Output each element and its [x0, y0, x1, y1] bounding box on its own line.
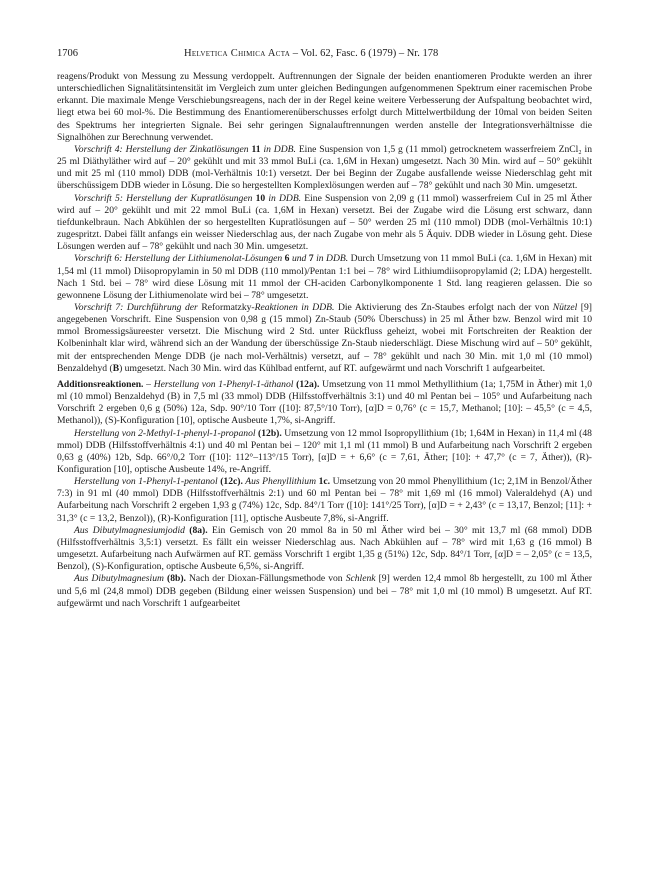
prep-8b — [57, 573, 592, 609]
prep-12a-title: Herstellung von 1-Phenyl-1-äthanol — [153, 378, 294, 390]
addition-reactions-section — [57, 379, 592, 428]
prep-12b-title: Herstellung von 2-Methyl-1-phenyl-1-propanol — [74, 427, 256, 439]
prep-12a-text: Umsetzung von 11 mmol Methyllithium (1a; 1,75M in Äther) mit 1,0 ml (10 mmol) Benzaldehyd (B) in 7,5 ml (33 mmol) DDB (Hilfsstoffverhältnis 3:1) und 40 ml Pentan bei – 105° und Aufarbeitung nach Vorschrift 2 ergeben 0,6 g (50%) 12a, Sdp. 90°/10 Torr ([10]: 87,5°/10 Torr), [α]D = 0,76° (c = 15,7, Methanol; [10]: – 45,5° (c = 4,5, Methanol)), (S)-Konfiguration [10], optische Ausbeute 1,7%, si-Angriff. — [57, 378, 593, 427]
procedure-7-title: Vorschrift 7: Durchführung der — [74, 301, 198, 313]
procedure-5-solvent: in DDB. — [268, 192, 302, 204]
procedure-4-compound: 11 — [251, 143, 261, 155]
prep-12c — [57, 476, 592, 525]
paragraph-continuation: reagens/Produkt von Messung zu Messung verdoppelt. Auftrennungen der Signale der beiden enantiomeren Produkte werden an ihrer unterschiedlichen Signalitätsintensität im Vergleich zum unter gleichen Bedingungen aufgenommenen Spektrum einer racemischen Probe erkannt. Die maximale Menge Verschiebungsreagens, nach der in der Regel keine weitere Verbesserung der Aufspaltung beobachtet wird, liegt etwa bei 60 mol-%. Die Bestimmung des Enantiomerenüberschusses erfolgt durch Mittelwertbildung der 10mal von beiden Seiten des Spektrums her integrierten Signale. Bei sehr geringen Signalauftrennungen werden anstelle der Integrationsverhältnisse die Signalhöhen zur Berechnung verwendet. — [57, 71, 592, 143]
procedure-4-solvent: in DDB. — [263, 143, 296, 155]
journal-name: Helvetica Chimica Acta — [184, 48, 291, 59]
procedure-7-title-end: Reaktionen in DDB. — [254, 301, 335, 313]
procedure-7-text-1: Die Aktivierung des Zn-Staubes erfolgt nach der von — [334, 301, 553, 313]
procedure-7-text-3: ) umgesetzt. Nach 30 Min. wird das Kühlbad entfernt, auf RT. aufgewärmt und nach Vorschrift 1 aufgearbeitet. — [119, 362, 546, 374]
prep-8a-compound: (8a). — [189, 524, 208, 536]
prep-8a-text: Ein Gemisch von 20 mmol 8a in 50 ml Äther wird bei – 30° mit 13,7 ml (68 mmol) DDB (Hilfsstoffverhältnis 3,5:1) versetzt. Es fällt ein weisser Niederschlag aus. Nach Abkühlen auf – 78° wird mit 1,63 g (16 mmol) B umgesetzt. Aufarbeitung nach Aufwärmen auf RT. gemäss Vorschrift 1 ergibt 1,35 g (51%) 12c, Sdp. 84°/1 Torr, [α]D = – 2,05° (c = 13,5, Benzol), (S)-Konfiguration, optische Ausbeute 6,5%, si-Angriff. — [57, 524, 592, 573]
prep-12c-compound: (12c). — [220, 476, 243, 488]
prep-8b-text-2: [9] werden 12,4 mmol 8b hergestellt, zu 100 ml Äther und 5,6 ml (24,8 mmol) DDB gegeben (Bildung einer weissen Suspension) und bei – 78° mit 1,0 ml (10 mmol) B umgesetzt. Auf RT. aufgewärmt und nach Vorschrift 1 aufgearbeitet — [57, 573, 592, 609]
procedure-6-compound-2: 7 — [308, 253, 314, 265]
procedure-4-text: Eine Suspension von 1,5 g (11 mmol) getrocknetem wasserfreiem ZnCl₂ in 25 ml Diäthyläther wird auf – 20° gekühlt und mit 33 mmol BuLi (ca. 1,6M in Hexan) umgesetzt. Nach 30 Min. wird auf – 50° gekühlt und mit 25 ml (110 mmol) DDB (mol-Verhältnis 10:1) versetzt. Der bei Beginn der Zugabe ausfallende weisse Niederschlag geht mit überschüssigem DDB wieder in Lösung. Die so hergestellten Komplexlösungen werden auf – 78° gekühlt und nach 30 Min. umgesetzt. — [57, 143, 592, 192]
procedure-6-title: Vorschrift 6: Herstellung der Lithiumenolat-Lösungen — [74, 253, 283, 265]
prep-12a-compound: (12a). — [296, 378, 320, 390]
journal-citation — [184, 47, 438, 61]
prep-12b — [57, 428, 592, 477]
procedure-6-text: Durch Umsetzung von 11 mmol BuLi (ca. 1,6M in Hexan) mit 1,54 ml (11 mmol) Diisopropylamin in 50 ml DDB (110 mmol)/Pentan 1:1 bei – 78° wird Lithiumdiisopropylamid (2; LDA) hergestellt. Nach 1 Std. bei – 78° wird diese Lösung mit 11 mmol der CH-aciden Carbonylkomponente 1 Std. lang reagieren gelassen. Die so gewonnene Lösung der Lithiumenolate wird bei – 78° umgesetzt. — [57, 253, 592, 301]
prep-8b-title: Aus Dibutylmagnesium — [74, 573, 164, 585]
prep-8b-compound: (8b). — [167, 573, 186, 585]
procedure-4-title: Vorschrift 4: Herstellung der Zinkatlösungen — [74, 143, 249, 155]
procedure-7 — [57, 302, 592, 375]
prep-12c-subtitle: Aus Phenyllithium — [242, 476, 319, 488]
procedure-7-compound: B — [112, 362, 120, 374]
section-dash: – — [143, 378, 154, 390]
procedure-6 — [57, 253, 592, 302]
procedure-5 — [57, 193, 592, 254]
procedure-4 — [57, 144, 592, 193]
procedure-7-text-2: [9] angegebenen Vorschrift. Eine Suspension von 0,98 g (15 mmol) Zn-Staub (50% Überschuss) in 25 ml Äther bzw. Benzol wird mit 10 mmol Bromessigsäureester versetzt. Die Mischung wird 2 Std. unter Rückfluss geheizt, wobei mit Fortschreiten der Reaktion der Kolbeninhalt klar wird, während sich an der Wandung der überschüssige Zn-Staub niederschlägt. Diese Mischung wird auf – 50° gekühlt, mit der entsprechenden Menge DDB (je nach mol-Verhältnis) versetzt, auf – 78° gekühlt und nach 30 Min. mit 1,0 ml (10 mmol) Benzaldehyd ( — [57, 301, 592, 374]
procedure-5-compound: 10 — [255, 192, 266, 204]
prep-8b-author: Schlenk — [345, 573, 376, 585]
prep-12b-compound: (12b). — [258, 427, 282, 439]
prep-12b-text: Umsetzung von 12 mmol Isopropyllithium (1b; 1,64M in Hexan) in 11,4 ml (48 mmol) DDB (Hilfsstoffverhältnis 4:1) und 40 ml Pentan bei – 120° mit 1,1 ml (11 mmol) B und Aufarbeitung nach Vorschrift 2 ergeben 0,63 g (40%) 12b, Sdp. 66°/0,2 Torr ([10]: 112°–113°/15 Torr), [α]D = + 6,6° (c = 7,61, Äther; [10]: + 47,7° (c = 7, Äther)), (R)-Konfiguration [10], optische Ausbeute 14%, re-Angriff. — [57, 427, 592, 475]
journal-issue: – Vol. 62, Fasc. 6 (1979) – Nr. 178 — [290, 48, 439, 59]
section-heading: Additionsreaktionen. — [57, 378, 144, 390]
page-number: 1706 — [57, 48, 78, 59]
prep-8a-title: Aus Dibutylmagnesiumjodid — [74, 524, 185, 536]
prep-12c-text: Umsetzung von 20 mmol Phenyllithium (1c; 2,1M in Benzol/Äther 7:3) in 91 ml (40 mmol) DDB (Hilfsstoffverhältnis 2:1) und 60 ml Pentan bei – 78° mit 1,69 ml (16 mmol) Valeraldehyd (A) und Aufarbeitung nach Vorschrift 2 ergeben 1,93 g (74%) 12c, Sdp. 84°/1 Torr ([10]: 141°/25 Torr), [α]D = + 2,43° (c = 13,17, Benzol; [11]: + 31,3° (c = 13,2, Benzol)), (R)-Konfiguration [11], optische Ausbeute 7,8%, si-Angriff. — [57, 476, 593, 524]
procedure-5-title: Vorschrift 5: Herstellung der Kupratlösungen — [74, 192, 253, 204]
prep-8b-text-1: Nach der Dioxan-Fällungsmethode von — [185, 573, 346, 585]
procedure-6-solvent: in DDB. — [316, 253, 349, 265]
running-header — [57, 47, 592, 61]
prep-8a — [57, 525, 592, 574]
procedure-6-compound-1: 6 — [284, 253, 290, 265]
procedure-5-text: Eine Suspension von 2,09 g (11 mmol) wasserfreiem CuI in 25 ml Äther wird auf – 20° gekühlt und mit 22 mmol BuLi (ca. 1,6M in Hexan) versetzt. Bei der Zugabe wird die Lösung erst schwarz, dann tiefdunkelbraun. Nach Abkühlen der so hergestellten Kupratlösungen auf – 50° werden 25 ml (110 mmol) DDB (mol-Verhältnis 10:1) zugespritzt. Dabei fällt anfangs ein weisser Niederschlag aus, der nach Zugabe von mehr als 5 Äquiv. DDB wieder in Lösung geht. Diese Lösungen werden auf – 78° gekühlt und nach 30 Min. umgesetzt. — [57, 192, 593, 253]
prep-12c-title: Herstellung von 1-Phenyl-1-pentanol — [74, 476, 218, 488]
procedure-7-reaction-name: Reformatzky- — [201, 301, 255, 313]
prep-12c-sub-compound: 1c. — [318, 476, 331, 488]
procedure-6-and: und — [291, 253, 307, 265]
procedure-7-author: Nützel — [552, 301, 578, 313]
article-body — [57, 71, 592, 610]
